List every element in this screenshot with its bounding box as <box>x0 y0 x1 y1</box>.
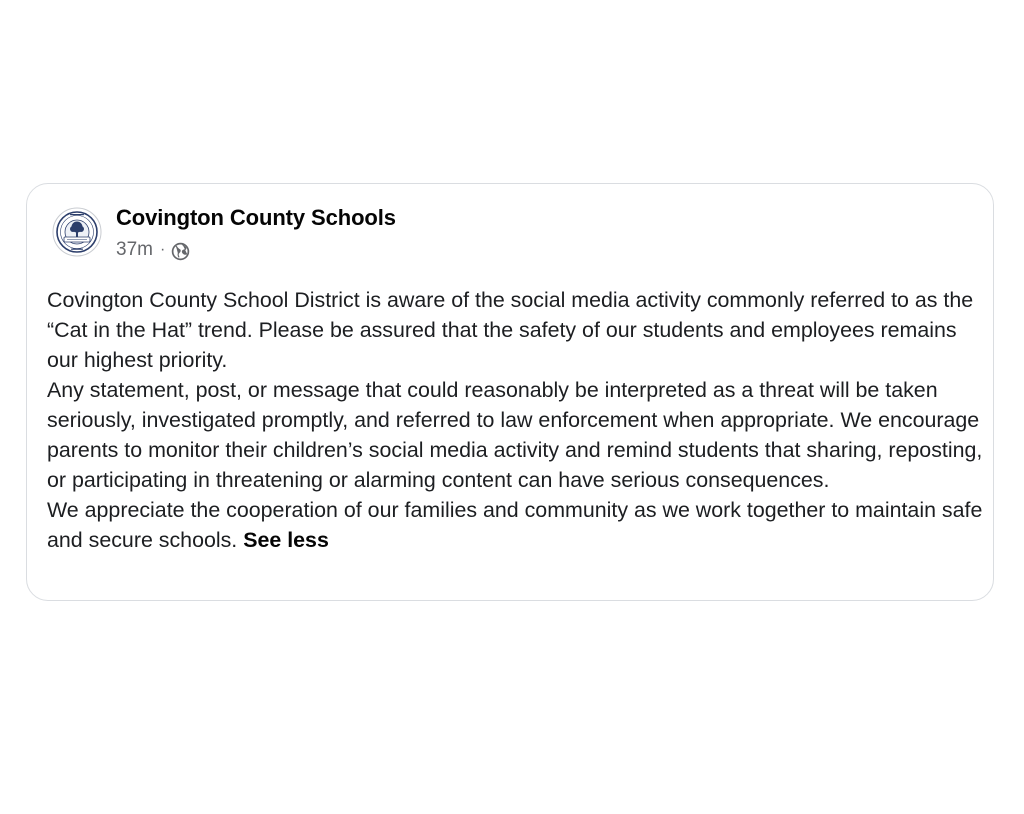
post-paragraph-text: We appreciate the cooperation of our families and community as we work together to maintain safe and secure schools. <box>47 498 983 552</box>
post-card <box>26 183 994 601</box>
post-paragraph: Any statement, post, or message that could reasonably be interpreted as a threat will be taken seriously, investigated promptly, and referred to law enforcement when appropriate. We encourage parents to monitor their children’s social media activity and remind students that sharing, reposting, or participating in threatening or alarming content can have serious consequences. <box>47 378 983 492</box>
meta-separator: · <box>159 241 166 258</box>
post-paragraph-last <box>47 495 983 555</box>
post-paragraph: Covington County School District is aware of the social media activity commonly referred to as the “Cat in the Hat” trend. Please be assured that the safety of our students and employees remains our highest priority. <box>47 288 974 372</box>
see-less-link[interactable]: See less <box>243 528 329 552</box>
post-body <box>47 285 983 555</box>
school-seal-icon <box>52 207 102 257</box>
post-meta <box>116 238 190 262</box>
avatar[interactable] <box>52 207 102 257</box>
post-timestamp[interactable]: 37m <box>116 239 153 260</box>
globe-icon[interactable] <box>171 242 190 261</box>
author-name[interactable]: Covington County Schools <box>116 205 396 230</box>
